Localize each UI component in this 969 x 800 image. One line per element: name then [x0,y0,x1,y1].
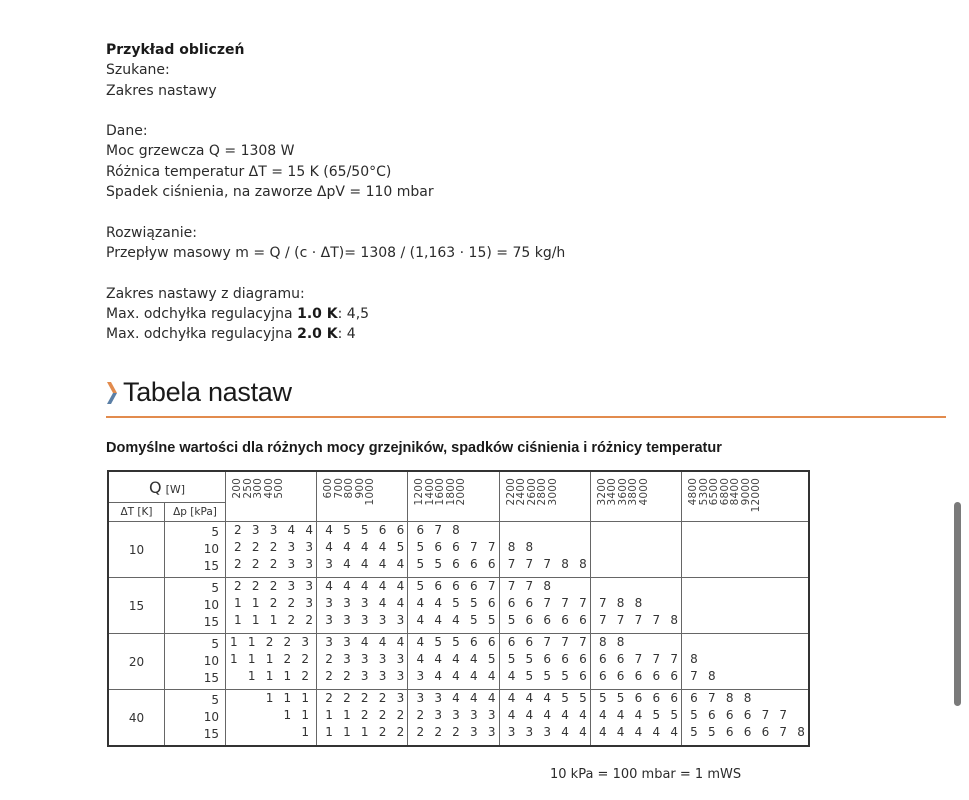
q-header: Q [W] [108,471,226,503]
setting-values: 2 2 2 3 3 [234,557,317,571]
q-value: 6500 [708,478,721,506]
setting-values: 4 4 4 5 5 [598,708,682,722]
setting-values: 1 1 1 2 2 [230,652,313,666]
setting-values [682,539,808,556]
setting-values [682,522,808,539]
setting-values [591,522,681,539]
q-value: 700 [332,478,345,499]
q-value: 4800 [687,478,700,506]
setting-values: 3 3 3 4 4 [507,725,590,739]
setting-cell [499,578,590,634]
setting-values: 8 [690,652,702,666]
setting-values: 6 6 6 6 6 [598,669,682,683]
setting-values: 1 1 2 2 3 [234,596,317,610]
q-value: 250 [241,478,254,499]
table-row [108,578,809,634]
calculation-example [106,40,946,344]
setting-cell [317,690,408,747]
unit-footnote: 10 kPa = 100 mbar = 1 mWS [550,767,742,782]
setting-values: 6 6 7 7 7 [507,635,590,649]
delta-p-value: 5 [211,693,219,707]
setting-values: 4 4 4 5 5 [416,613,499,627]
given-power: Moc grzewcza Q = 1308 W [106,143,295,160]
solution-label: Rozwiązanie: [106,224,197,241]
delta-p-value: 10 [203,710,219,724]
setting-values: 8 8 [507,540,537,554]
delta-p-cell [165,634,226,690]
setting-values: 1 1 1 2 [247,669,313,683]
setting-values: 7 8 [690,669,719,683]
setting-values: 4 4 4 4 5 [416,652,499,666]
setting-values: 5 5 6 6 6 [416,557,499,571]
setting-values: 4 4 5 5 6 [416,596,499,610]
q-value: 1400 [423,478,436,506]
setting-cell [226,634,317,690]
delta-t-cell: 10 [108,522,165,578]
setting-cell [226,578,317,634]
table-row [108,522,809,578]
setting-cell [590,634,681,690]
setting-values: 3 3 3 3 3 [325,613,408,627]
dp-header: Δp [kPa] [165,503,226,522]
setting-cell [317,578,408,634]
setting-values: 7 7 7 8 8 [507,557,590,571]
setting-values: 3 3 4 4 4 [325,635,408,649]
setting-values: 5 6 6 6 7 [416,579,499,593]
q-group-4 [499,471,590,522]
setting-values: 6 7 8 8 [690,691,755,705]
q-value: 5300 [697,478,710,506]
setting-values [591,578,681,595]
setting-values: 4 5 5 6 6 [416,635,499,649]
q-value: 1800 [444,478,457,506]
range-label: Zakres nastawy z diagramu: [106,285,305,302]
setting-values [591,539,681,556]
delta-t-cell: 40 [108,690,165,747]
q-value: 1200 [413,478,426,506]
setting-cell [590,578,681,634]
setting-values: 2 2 2 2 3 [325,691,408,705]
setting-values: 5 5 6 6 6 [507,652,590,666]
q-value: 200 [231,478,243,499]
q-value: 4000 [637,478,650,506]
q-value: 9000 [739,478,752,506]
section-divider [106,416,946,418]
setting-cell [317,634,408,690]
setting-values: 2 3 3 3 3 [325,652,408,666]
q-value: 1000 [364,478,377,506]
q-value: 2000 [455,478,468,506]
setting-cell [682,690,809,747]
setting-cell [682,634,809,690]
setting-values [682,595,808,612]
setting-cell [590,690,681,747]
setting-cell [682,578,809,634]
setting-values: 1 1 [283,708,313,722]
setting-values: 3 3 3 4 4 [325,596,408,610]
setting-values: 4 4 4 4 5 [325,540,408,554]
setting-values: 1 1 2 2 3 [230,635,313,649]
setting-values: 1 [301,725,313,739]
setting-values: 8 8 [598,635,628,649]
setting-cell [682,522,809,578]
table-row [108,634,809,690]
settings-table [107,470,810,747]
delta-p-value: 5 [211,637,219,651]
setting-cell [499,634,590,690]
q-value: 900 [353,478,366,499]
given-pressure-drop: Spadek ciśnienia, na zaworze ΔpV = 110 mbar [106,184,434,201]
setting-values: 5 5 6 6 6 [598,691,682,705]
setting-cell [226,522,317,578]
setting-values: 6 6 7 7 7 [507,596,590,610]
q-value: 8400 [729,478,742,506]
q-value: 3400 [606,478,619,506]
setting-values: 1 1 1 2 2 [234,613,317,627]
setting-values: 6 7 8 [416,523,464,537]
sought-value: Zakres nastawy [106,82,217,99]
q-value: 3200 [595,478,608,506]
setting-cell [317,522,408,578]
setting-cell [408,522,499,578]
q-group-2 [317,471,408,522]
q-group-5 [590,471,681,522]
delta-p-value: 10 [203,654,219,668]
setting-cell [590,522,681,578]
q-group-3 [408,471,499,522]
setting-values: 2 3 3 3 3 [416,708,499,722]
delta-p-cell [165,522,226,578]
setting-values: 5 5 6 6 6 7 8 [690,725,809,739]
setting-values: 5 6 6 7 7 [416,540,499,554]
q-value: 400 [262,478,275,499]
delta-p-value: 10 [203,542,219,556]
example-title: Przykład obliczeń [106,42,245,58]
setting-values: 2 2 2 3 3 [234,579,317,593]
q-value: 3800 [627,478,640,506]
q-value: 1600 [434,478,447,506]
delta-p-cell [165,578,226,634]
range-line-2: Max. odchyłka regulacyjna 2.0 K: 4 [106,326,356,343]
setting-values: 4 5 5 6 6 [325,523,408,537]
q-value: 600 [322,478,335,499]
delta-p-value: 15 [203,559,219,573]
q-value: 800 [343,478,356,499]
setting-values: 2 3 3 4 4 [234,523,317,537]
delta-p-value: 10 [203,598,219,612]
q-value: 500 [273,478,285,499]
section-title: Tabela nastaw [123,377,292,407]
table-caption: Domyślne wartości dla różnych mocy grzejników, spadków ciśnienia i różnicy temperatur [106,440,722,456]
solution-formula: Przepływ masowy m = Q / (c · ΔT)= 1308 / (1,163 · 15) = 75 kg/h [106,244,566,261]
setting-values: 4 4 4 4 4 [507,708,590,722]
delta-t-cell: 15 [108,578,165,634]
delta-p-value: 15 [203,615,219,629]
setting-values: 5 6 6 6 6 [507,613,590,627]
q-value: 12000 [750,478,763,513]
setting-values: 4 5 5 5 6 [507,669,590,683]
q-value: 3600 [616,478,629,506]
dt-header: ΔT [K] [108,503,165,522]
delta-p-value: 15 [203,727,219,741]
given-temp-diff: Różnica temperatur ΔT = 15 K (65/50°C) [106,163,392,180]
q-value: 2400 [515,478,528,506]
setting-values [682,634,808,651]
delta-p-value: 5 [211,581,219,595]
setting-values: 2 2 2 3 3 [234,540,317,554]
setting-cell [408,690,499,747]
setting-values: 6 6 7 7 7 [598,652,682,666]
delta-p-value: 5 [211,525,219,539]
setting-values: 1 1 1 2 2 [325,725,408,739]
setting-values: 3 4 4 4 4 [325,557,408,571]
setting-values: 2 2 3 3 3 [325,669,408,683]
setting-values: 1 1 1 [265,691,313,705]
q-value: 2600 [525,478,538,506]
given-label: Dane: [106,123,148,140]
section-heading [106,377,292,408]
setting-cell [499,522,590,578]
setting-values: 4 4 4 5 5 [507,691,590,705]
setting-values [500,522,590,539]
setting-values: 7 7 8 [507,579,555,593]
q-value: 6800 [718,478,731,506]
setting-values: 2 2 2 3 3 [416,725,499,739]
q-value: 300 [252,478,264,499]
setting-values: 7 7 7 7 8 [598,613,682,627]
sought-label: Szukane: [106,62,170,79]
setting-values [591,556,681,573]
delta-t-cell: 20 [108,634,165,690]
q-group-1 [226,471,317,522]
setting-values [682,612,808,629]
setting-cell [408,634,499,690]
setting-cell [226,690,317,747]
setting-cell [408,578,499,634]
setting-values: 3 4 4 4 4 [416,669,499,683]
q-group-6 [682,471,809,522]
range-line-1: Max. odchyłka regulacyjna 1.0 K: 4,5 [106,305,370,322]
vertical-scrollbar[interactable] [954,502,961,706]
setting-values: 4 4 4 4 4 [598,725,682,739]
setting-values: 4 4 4 4 4 [325,579,408,593]
q-value: 2200 [504,478,517,506]
setting-values: 1 1 2 2 2 [325,708,408,722]
setting-values: 3 3 4 4 4 [416,691,499,705]
q-value: 3000 [546,478,559,506]
q-value: 2800 [536,478,549,506]
setting-values [682,556,808,573]
delta-p-value: 15 [203,671,219,685]
setting-cell [499,690,590,747]
setting-values: 7 8 8 [598,596,646,610]
delta-p-cell [165,690,226,747]
setting-values [682,578,808,595]
table-row [108,690,809,747]
setting-values: 5 6 6 6 7 7 [690,708,791,722]
chevron-right-icon [106,381,118,405]
